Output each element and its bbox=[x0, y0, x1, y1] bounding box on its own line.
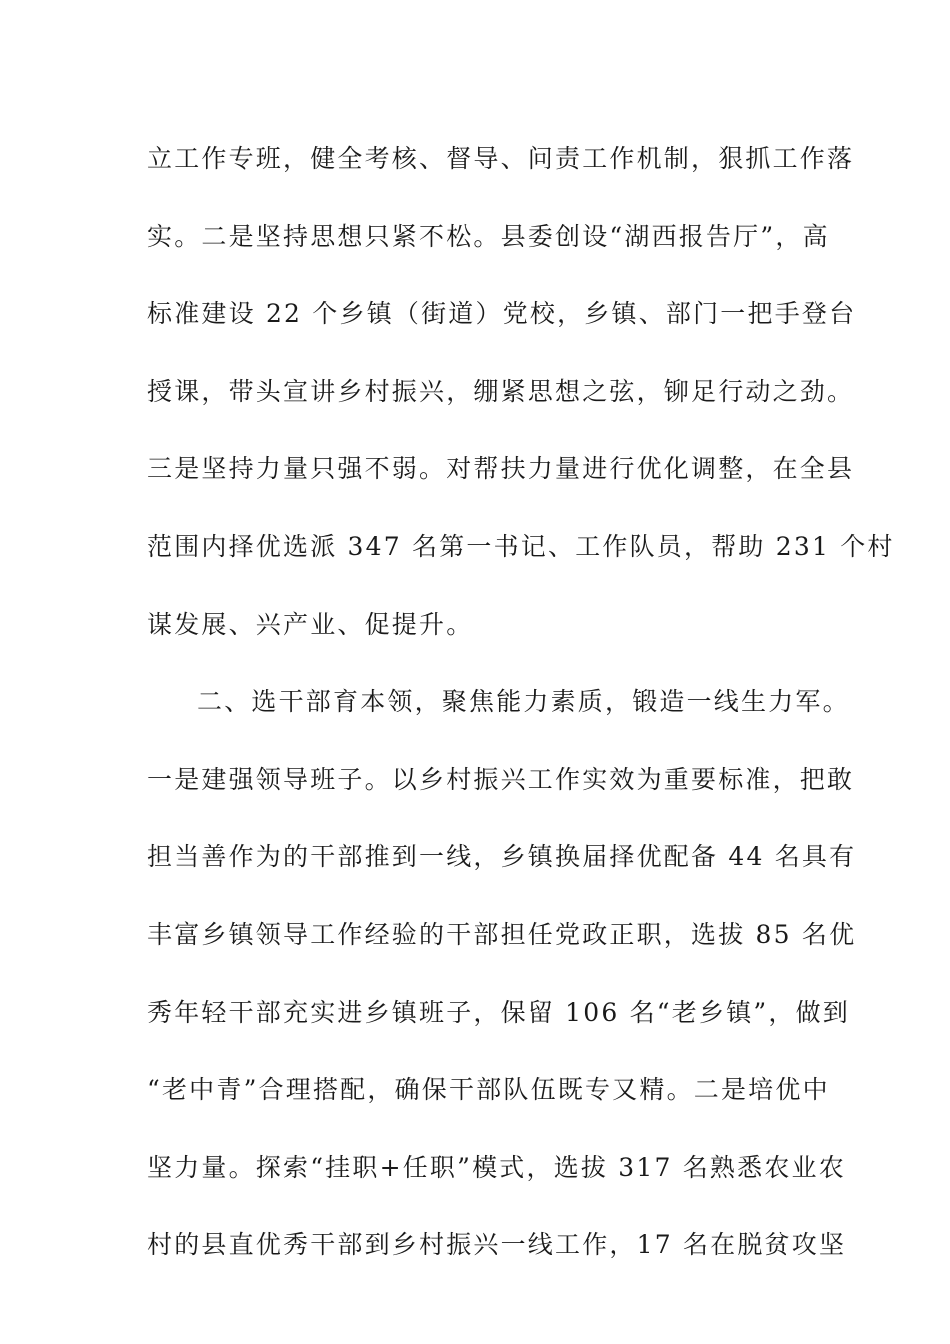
text-line: 范围内择优选派 347 名第一书记、工作队员，帮助 231 个村 bbox=[147, 531, 895, 561]
text-line: 授课，带头宣讲乡村振兴，绷紧思想之弦，铆足行动之劲。 bbox=[147, 376, 855, 406]
section-heading-line: 二、选干部育本领，聚焦能力素质，锻造一线生力军。 bbox=[197, 687, 850, 717]
text-line: 村的县直优秀干部到乡村振兴一线工作，17 名在脱贫攻坚 bbox=[147, 1230, 847, 1260]
body-text bbox=[147, 131, 895, 1295]
text-line: 秀年轻干部充实进乡镇班子，保留 106 名“老乡镇”，做到 bbox=[147, 997, 850, 1027]
text-line: “老中青”合理搭配，确保干部队伍既专又精。二是培优中 bbox=[147, 1075, 830, 1105]
text-line: 实。二是坚持思想只紧不松。县委创设“湖西报告厅”，高 bbox=[147, 221, 830, 251]
text-line: 立工作专班，健全考核、督导、问责工作机制，狠抓工作落 bbox=[147, 144, 855, 173]
text-line: 坚力量。探索“挂职+任职”模式，选拔 317 名熟悉农业农 bbox=[147, 1152, 846, 1182]
text-line: 标准建设 22 个乡镇（街道）党校，乡镇、部门一把手登台 bbox=[147, 299, 857, 329]
text-line: 担当善作为的干部推到一线，乡镇换届择优配备 44 名具有 bbox=[147, 842, 857, 872]
text-line: 一是建强领导班子。以乡村振兴工作实效为重要标准，把敢 bbox=[147, 764, 855, 794]
text-line: 三是坚持力量只强不弱。对帮扶力量进行优化调整，在全县 bbox=[147, 454, 855, 484]
text-line: 丰富乡镇领导工作经验的干部担任党政正职，选拔 85 名优 bbox=[147, 919, 857, 949]
text-line: 谋发展、兴产业、促提升。 bbox=[147, 609, 474, 639]
